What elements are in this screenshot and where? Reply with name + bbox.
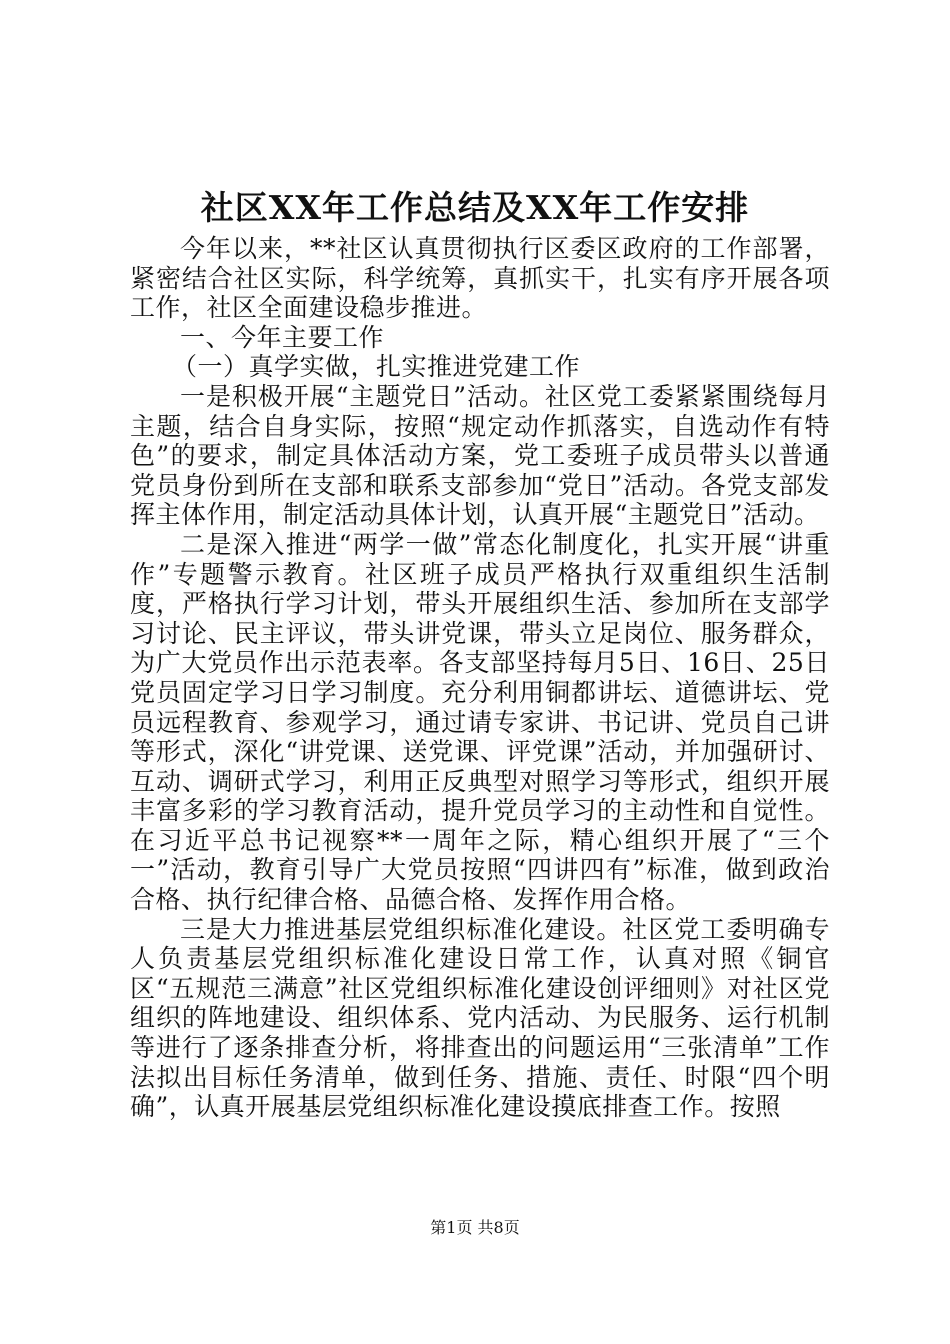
page-footer: 第1页 共8页 [430,1218,520,1237]
subsection-heading: （一）真学实做，扎实推进党建工作 [172,352,581,382]
section-heading: 一、今年主要工作 [180,322,385,352]
body-paragraph-3: 三是大力推进基层党组织标准化建设。社区党工委明确专人负责基层党组织标准化建设日常工作，认真对照《铜官区“五规范三满意”社区党组织标准化建设创评细则》对社区党组织的阵地建设、组织体系、党内活动、为民服务、运行机制等进行了逐条排查分析，将排查出的问题运用“三张清单”工作法拟出目标任务清单，做到任务、措施、责任、时限“四个明确”，认真开展基层党组织标准化建设摸底排查工作。按照 [130,914,830,1122]
intro-paragraph: 今年以来，**社区认真贯彻执行区委区政府的工作部署，紧密结合社区实际，科学统筹，真抓实干，扎实有序开展各项工作，社区全面建设稳步推进。 [130,234,830,323]
body-paragraph-1: 一是积极开展“主题党日”活动。社区党工委紧紧围绕每月主题，结合自身实际，按照“规定动作抓落实，自选动作有特色”的要求，制定具体活动方案，党工委班子成员带头以普通党员身份到所在支部和联系支部参加“党日”活动。各党支部发挥主体作用，制定活动具体计划，认真开展“主题党日”活动。 [130,381,830,530]
body-paragraph-2: 二是深入推进“两学一做”常态化制度化，扎实开展“讲重作”专题警示教育。社区班子成员严格执行双重组织生活制度，严格执行学习计划，带头开展组织生活、参加所在支部学习讨论、民主评议，带头讲党课，带头立足岗位、服务群众，为广大党员作出示范表率。各支部坚持每月5日、16日、25日党员固定学习日学习制度。充分利用铜都讲坛、道德讲坛、党员远程教育、参观学习，通过请专家讲、书记讲、党员自己讲等形式，深化“讲党课、送党课、评党课”活动，并加强研讨、互动、调研式学习，利用正反典型对照学习等形式，组织开展丰富多彩的学习教育活动，提升党员学习的主动性和自觉性。在习近平总书记视察**一周年之际，精心组织开展了“三个一”活动，教育引导广大党员按照“四讲四有”标准，做到政治合格、执行纪律合格、品德合格、发挥作用合格。 [130,529,830,915]
document-title: 社区XX年工作总结及XX年工作安排 [200,188,750,227]
document-body [130,234,830,1122]
